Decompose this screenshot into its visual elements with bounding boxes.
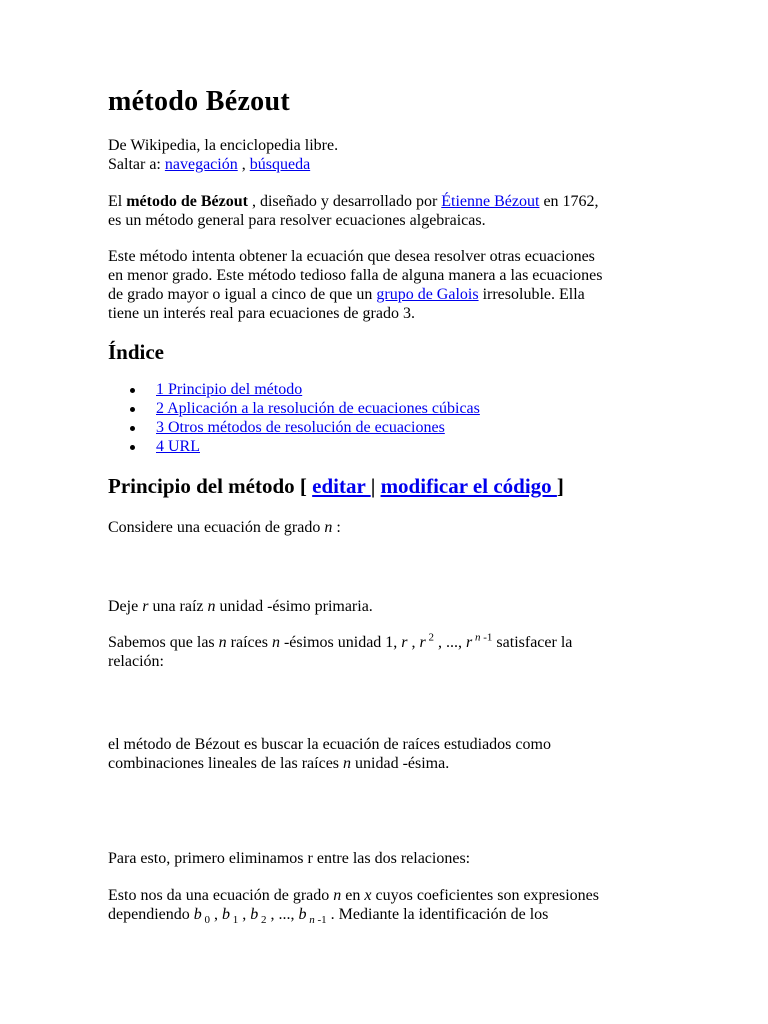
math-var: n [333,887,342,904]
math-var: b [193,906,202,923]
intro-paragraph [108,192,653,230]
math-var: n [324,519,333,536]
text: -1 [314,914,327,927]
search-link[interactable]: búsqueda [249,156,311,173]
toc-link-principio[interactable]: 1 Principio del método [156,381,303,398]
text: dependiendo [108,906,194,923]
toc-link-aplicacion[interactable]: 2 Aplicación a la resolución de ecuaciones cúbicas [156,400,480,417]
intro-bold-term: método de Bézout [126,193,248,210]
text: , [407,634,420,651]
paragraph-text: irresoluble. Ella [478,286,585,303]
toc-item [108,380,480,399]
section-title: Principio del método [108,474,295,498]
subscript: 2 [258,914,267,927]
superscript: 2 [425,631,435,644]
table-of-contents [108,380,480,456]
toc-item [108,418,480,437]
text: : [332,519,341,536]
text: -1 [480,631,493,644]
text: el método de Bézout es buscar la ecuación de raíces estudiados como [108,736,551,753]
text: combinaciones lineales de las raíces [108,755,344,772]
text: raíces [226,634,272,651]
text: -ésimos unidad 1, [279,634,402,651]
text: relación: [108,653,164,670]
superscript [472,632,492,644]
body-paragraph-3 [108,633,653,671]
math-var: r [401,634,408,651]
intro-text: , diseñado y desarrollado por [247,193,442,210]
body-paragraph-1 [108,518,653,537]
jump-prefix: Saltar a: [108,156,165,173]
math-var: n [306,914,315,927]
section-heading-principio [108,474,564,499]
text: una raíz [148,598,208,615]
math-var: b [250,906,259,923]
math-var: n [271,634,280,651]
etienne-bezout-link[interactable]: Étienne Bézout [441,193,540,210]
paragraph-text: de grado mayor o igual a cinco de que un [108,286,377,303]
text: , ..., [266,906,299,923]
page-title: método Bézout [108,86,290,117]
math-var: n [472,631,481,644]
bullet-icon [130,445,135,450]
text: . Mediante la identificación de los [326,906,549,923]
bullet-icon [130,388,135,393]
text: satisfacer la [492,634,573,651]
toc-heading: Índice [108,340,165,364]
source-line [108,136,653,174]
text: , ..., [434,634,467,651]
intro-text: en 1762, [539,193,599,210]
subscript: 0 [201,914,210,927]
math-var: n [343,755,352,772]
math-var: n [218,634,227,651]
edit-separator: | [370,474,381,498]
text: Para esto, primero eliminamos r entre las dos relaciones: [108,850,471,867]
body-paragraph-6 [108,886,653,927]
bullet-icon [130,426,135,431]
toc-item [108,437,480,456]
edit-bracket: [ [294,474,313,498]
paragraph-text: tiene un interés real para ecuaciones de grado 3. [108,305,415,322]
toc-item [108,399,480,418]
subscript [307,914,327,926]
text: en [341,887,365,904]
method-paragraph [108,247,653,323]
edit-link[interactable]: editar [312,474,371,498]
math-var: r [419,634,426,651]
math-var: r [142,598,149,615]
edit-bracket: ] [556,474,564,498]
math-var: b [222,906,230,923]
intro-text: El [108,193,127,210]
math-var: b [298,906,307,923]
text: unidad -ésimo primaria. [215,598,373,615]
text: , [210,906,222,923]
text: Deje [108,598,143,615]
math-var: n [207,598,216,615]
paragraph-text: en menor grado. Este método tedioso falla de alguna manera a las ecuaciones [108,267,603,284]
source-text: De Wikipedia, la enciclopedia libre. [108,137,339,154]
intro-text: es un método general para resolver ecuaciones algebraicas. [108,212,486,229]
body-paragraph-5 [108,849,653,868]
text: cuyos coeficientes son expresiones [371,887,599,904]
body-paragraph-2 [108,597,653,616]
navigation-link[interactable]: navegación [164,156,238,173]
bullet-icon [130,407,135,412]
text: unidad -ésima. [351,755,450,772]
subscript: 1 [230,914,239,927]
toc-link-otros-metodos[interactable]: 3 Otros métodos de resolución de ecuaciones [156,419,445,436]
text: , [238,906,251,923]
text: Considere una ecuación de grado [108,519,325,536]
edit-source-link[interactable]: modificar el código [380,474,557,498]
galois-group-link[interactable]: grupo de Galois [376,286,479,303]
math-var: r [466,634,473,651]
body-paragraph-4 [108,735,653,773]
text: Esto nos da una ecuación de grado [108,887,334,904]
paragraph-text: Este método intenta obtener la ecuación que desea resolver otras ecuaciones [108,248,595,265]
text: Sabemos que las [108,634,219,651]
jump-separator: , [237,156,250,173]
toc-link-url[interactable]: 4 URL [156,438,200,455]
math-var: x [364,887,372,904]
